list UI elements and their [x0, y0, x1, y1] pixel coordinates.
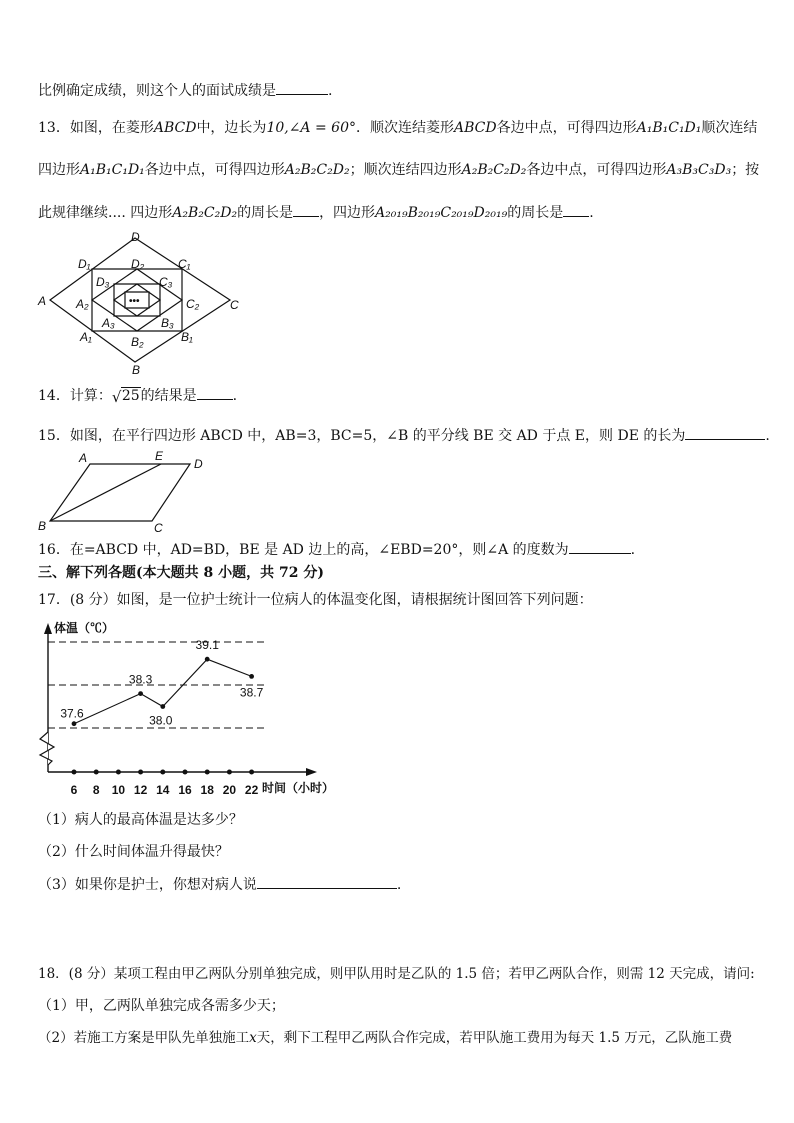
- q18-text: （2）若施工方案是甲队先单独施工: [38, 1030, 250, 1046]
- question-17-part-2: （2）什么时间体温升得最快？: [38, 844, 229, 860]
- y-axis-arrow: [44, 623, 52, 634]
- q13-text: ；顺次连结四边形: [349, 162, 462, 178]
- question-16: 16．在=ABCD 中，AD=BD，BE 是 AD 边上的高，∠EBD=20°，则∠A 的度数为 .: [38, 539, 635, 560]
- data-label: 38.7: [239, 685, 264, 700]
- math-expression: 10,∠A = 60°: [266, 120, 356, 136]
- question-13-line-1: [38, 118, 757, 138]
- q15-text: 15．如图，在平行四边形 ABCD 中，AB=3，BC=5，∠B 的平分线 BE 交 AD 于点 E，则 DE 的长为: [38, 428, 686, 444]
- q13-text: 中，边长为: [196, 120, 267, 136]
- x-tick-dot: [116, 770, 121, 775]
- figure-15-parallelogram: [34, 448, 264, 534]
- x-tick-dot: [227, 770, 232, 775]
- label-d3: D₃: [96, 275, 110, 289]
- math-x: x: [249, 1030, 257, 1046]
- section-heading: 三、解下列各题(本大题共 8 小题，共 72 分): [38, 565, 324, 581]
- answer-blank: [257, 874, 397, 889]
- q13-text: ．顺次连结菱形: [356, 120, 454, 136]
- label-c1: C₁: [178, 257, 191, 271]
- y-axis-label: 体温（℃）: [54, 621, 115, 635]
- q13-text: 顺次连结: [701, 120, 758, 136]
- q13-text: 13．如图，在菱形: [38, 120, 154, 136]
- question-18-line-3: [38, 1028, 732, 1048]
- math-a3b3c3d3: A₃B₃C₃D₃: [666, 162, 732, 178]
- answer-blank: [293, 202, 319, 217]
- continuation-dots: •••: [129, 296, 140, 307]
- parallelogram-abcd: [50, 464, 190, 521]
- question-13-line-2: [38, 160, 759, 180]
- math-a2b2c2d2: A₂B₂C₂D₂: [461, 162, 527, 178]
- answer-blank: [685, 425, 765, 440]
- text-line: 比例确定成绩，则这个人的面试成绩是 .: [38, 80, 332, 101]
- label-b: B: [132, 363, 141, 377]
- data-label: 37.6: [60, 706, 84, 721]
- x-tick-dot: [72, 770, 77, 775]
- question-17-part-3: （3）如果你是护士，你想对病人说 .: [38, 874, 401, 895]
- x-tick-label: 12: [133, 783, 148, 797]
- x-tick-label: 18: [200, 783, 214, 797]
- question-17-part-1: （1）病人的最高体温是达多少？: [38, 812, 243, 828]
- data-point: [205, 657, 210, 662]
- math-a2b2c2d2: A₂B₂C₂D₂: [284, 162, 350, 178]
- q13-text: 各边中点，可得四边形: [144, 162, 285, 178]
- question-15: 15．如图，在平行四边形 ABCD 中，AB=3，BC=5，∠B 的平分线 BE 交 AD 于点 E，则 DE 的长为 .: [38, 425, 770, 446]
- answer-blank: [197, 385, 233, 400]
- temperature-line-chart: [34, 618, 354, 798]
- label-c: C: [230, 298, 239, 312]
- x-tick-dot: [160, 770, 165, 775]
- x-tick-label: 14: [156, 783, 170, 797]
- data-label: 39.1: [195, 638, 219, 653]
- math-a2019: A₂₀₁₉B₂₀₁₉C₂₀₁₉D₂₀₁₉: [375, 205, 508, 221]
- data-point: [160, 704, 165, 709]
- axis-break-zigzag: [40, 732, 54, 765]
- label-c2: C₂: [186, 297, 200, 311]
- x-tick-label: 6: [70, 783, 78, 797]
- label-c3: C₃: [159, 275, 173, 289]
- square-root: √ 25: [111, 388, 140, 406]
- label-e: E: [155, 449, 164, 463]
- answer-blank: [563, 202, 589, 217]
- label-a1: A₁: [80, 330, 92, 344]
- label-d1: D₁: [78, 257, 91, 271]
- figure-13-rhombus: [30, 228, 250, 378]
- x-tick-label: 16: [178, 783, 192, 797]
- label-b: B: [38, 519, 47, 533]
- label-b1: B₁: [181, 330, 193, 344]
- x-tick-dot: [183, 770, 188, 775]
- q13-text: ；按: [731, 162, 760, 178]
- answer-blank: [569, 539, 631, 554]
- x-tick-label: 20: [222, 783, 237, 797]
- q18-text: 天，剩下工程甲乙两队合作完成，若甲队施工费用为每天 1.5 万元，乙队施工费: [256, 1030, 733, 1046]
- question-18-line-1: 18．(8 分）某项工程由甲乙两队分别单独完成，则甲队用时是乙队的 1.5 倍；若甲乙两队合作，则需 12 天完成，请问:: [38, 966, 755, 982]
- q14-text: 的结果是: [140, 388, 197, 404]
- sentence: 比例确定成绩，则这个人的面试成绩是: [38, 83, 276, 99]
- q13-text: 各边中点，可得四边形: [526, 162, 667, 178]
- x-axis-arrow: [306, 768, 317, 776]
- label-a: A: [79, 451, 88, 465]
- label-b3: B₃: [161, 316, 174, 330]
- data-label: 38.3: [128, 672, 153, 687]
- x-tick-label: 8: [92, 783, 100, 797]
- x-tick-dot: [94, 770, 99, 775]
- data-point: [249, 674, 254, 679]
- label-d: D: [131, 230, 140, 244]
- x-tick-dot: [249, 770, 254, 775]
- label-c: C: [154, 521, 163, 534]
- label-a3: A₃: [102, 316, 115, 330]
- question-17: 17．(8 分）如图，是一位护士统计一位病人的体温变化图，请根据统计图回答下列问题：: [38, 592, 593, 608]
- question-13-line-3: 此规律继续.... 四边形A₂B₂C₂D₂的周长是 ，四边形A₂₀₁₉B₂₀₁₉C₂₀₁₉D₂₀₁₉的周长是 .: [38, 202, 594, 223]
- q14-text: 14．计算：: [38, 388, 112, 404]
- label-a: A: [38, 294, 47, 308]
- math-abcd: ABCD: [153, 120, 197, 136]
- question-14: 14．计算： √ 25的结果是 .: [38, 385, 237, 406]
- label-b2: B₂: [131, 335, 144, 349]
- q13-text: 的周长是: [507, 205, 564, 221]
- answer-blank: [276, 80, 328, 95]
- label-d: D: [194, 457, 203, 471]
- math-a2b2c2d2: A₂B₂C₂D₂: [172, 205, 238, 221]
- data-point: [72, 721, 77, 726]
- segment-be: [50, 464, 161, 521]
- q13-text: 的周长是: [237, 205, 294, 221]
- math-abcd: ABCD: [454, 120, 497, 136]
- q17-p3-text: （3）如果你是护士，你想对病人说: [38, 877, 257, 893]
- data-point: [138, 691, 143, 696]
- label-a2: A₂: [76, 297, 89, 311]
- q13-text: 各边中点，可得四边形: [496, 120, 637, 136]
- label-d2: D₂: [131, 257, 145, 271]
- question-18-line-2: （1）甲，乙两队单独完成各需多少天；: [38, 998, 285, 1014]
- x-tick-label: 10: [111, 783, 126, 797]
- x-axis-label: 时间（小时）: [262, 781, 335, 795]
- x-tick-dot: [138, 770, 143, 775]
- q13-text: 四边形: [38, 162, 80, 178]
- q13-text: ，四边形: [319, 205, 376, 221]
- q16-text: 16．在=ABCD 中，AD=BD，BE 是 AD 边上的高，∠EBD=20°，则∠A 的度数为: [38, 542, 569, 558]
- math-a1b1c1d1: A₁B₁C₁D₁: [636, 120, 702, 136]
- x-tick-dot: [205, 770, 210, 775]
- radicand: 25: [121, 388, 140, 404]
- math-a1b1c1d1: A₁B₁C₁D₁: [80, 162, 145, 178]
- data-label: 38.0: [149, 713, 173, 728]
- x-tick-label: 22: [244, 783, 259, 797]
- q13-text: 此规律继续.... 四边形: [38, 205, 173, 221]
